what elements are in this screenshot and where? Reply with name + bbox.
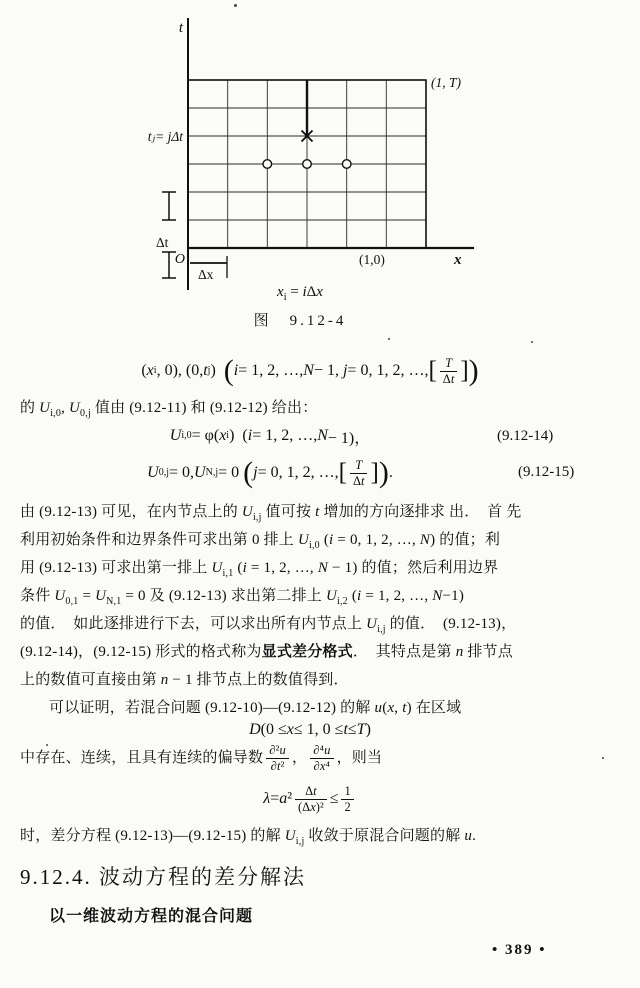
delta-x-label: Δx	[198, 267, 214, 282]
paragraph-line: 上的数值可直接由第 n − 1 排节点上的数值得到．	[20, 672, 349, 688]
scan-speck	[531, 341, 533, 343]
origin-label: O	[174, 252, 185, 267]
equation-lambda: λ = a ² $\frac{\Delta t}{\text{(Δx)²}}$ ≤ $\frac{1}{2}$	[20, 778, 600, 820]
equation-node-set: ( x i , 0), (0, t j ) ( i = 1, 2, …, N − 1, j = 0, 1, 2, …, [ $\frac{T}{\Delta t}$ ] )	[141, 354, 479, 387]
stencil-circle-marker	[342, 160, 351, 169]
equation-domain: D (0 ≤ x ≤ 1, 0 ≤ t ≤ T )	[249, 721, 371, 738]
paragraph-line: 利用初始条件和边界条件可求出第 0 排上 $U_{i,0}$ (i = 0, 1, 2, …, N) 的值；利	[20, 532, 501, 551]
paragraph-line: 可以证明，若混合问题 (9.12-10)—(9.12-12) 的解 u(x, t) 在区域	[49, 700, 462, 716]
figure-caption-formula: $x_i = i\Delta x$	[277, 284, 323, 303]
delta-t-label: Δt	[156, 235, 169, 250]
scan-speck	[234, 4, 237, 7]
paragraph-line: (9.12-14)，(9.12-15) 形式的格式称为显式差分格式． 其特点是第 n 排节点	[20, 644, 513, 660]
delta-t-bracket	[162, 192, 176, 220]
x-axis-label: x	[454, 252, 462, 268]
scan-speck	[46, 744, 48, 746]
equation-9-12-15: U 0,j = 0, U N,j = 0 ( j = 0, 1, 2, …, [ $\frac{T}{\Delta t}$ ] ) .	[147, 456, 393, 489]
corner-label-top: (1, T)	[431, 75, 461, 90]
row-label-tj: tⱼ= jΔt	[147, 129, 183, 144]
stencil-circle-marker	[303, 160, 312, 169]
scan-speck	[602, 757, 604, 759]
subsection-lead: 以一维波动方程的混合问题	[49, 908, 254, 925]
text-line-derivatives: 中存在、连续，且具有连续的偏导数 $\frac{\text{∂²u}}{\text{∂t²}}$ ， $\frac{\text{∂⁴u}}{\text{∂x⁴}}$ ，则当	[20, 742, 383, 773]
equation-9-12-14: U i,0 = φ( x i ) ( i = 1, 2, …, N − 1)，	[169, 427, 371, 447]
corner-label-bottom: (1,0)	[359, 252, 385, 267]
text-line-given: 的 $U_{i,0}$, $U_{0,j}$ 值由 (9.12-11) 和 (9.12-12) 给出：	[20, 400, 318, 419]
equation-number-9-12-14: (9.12-14)	[497, 428, 554, 444]
paragraph-line: 由 (9.12-13) 可见，在内节点上的 $U_{i,j}$ 值可按 t 增加的方向逐排求 出． 首 先	[20, 504, 522, 523]
scan-speck	[388, 338, 390, 340]
equation-number-9-12-15: (9.12-15)	[518, 464, 575, 480]
t-axis-label: t	[178, 20, 183, 36]
section-heading: 9.12.4. 波动方程的差分解法	[20, 865, 306, 889]
page-number: • 389 •	[492, 942, 547, 958]
text-line-final: 时，差分方程 (9.12-13)—(9.12-15) 的解 $U_{i,j}$ 收敛于原混合问题的解 u.	[20, 828, 477, 847]
paragraph-line: 条件 $U_{0,1} = U_{N,1} = 0$ 及 (9.12-13) 求出第二排上 $U_{i,2}$ (i = 1, 2, …, N−1)	[20, 588, 465, 607]
figure-caption: 图 9.12-4	[253, 313, 347, 329]
paragraph-line: 用 (9.12-13) 可求出第一排上 $U_{i,1}$ (i = 1, 2, …, N − 1) 的值；然后利用边界	[20, 560, 499, 579]
figure-grid-diagram	[50, 10, 490, 302]
stencil-circle-marker	[263, 160, 272, 169]
paragraph-line: 的值． 如此逐排进行下去，可以求出所有内节点上 $U_{i,j}$ 的值． (9.12-13)，	[20, 616, 517, 635]
